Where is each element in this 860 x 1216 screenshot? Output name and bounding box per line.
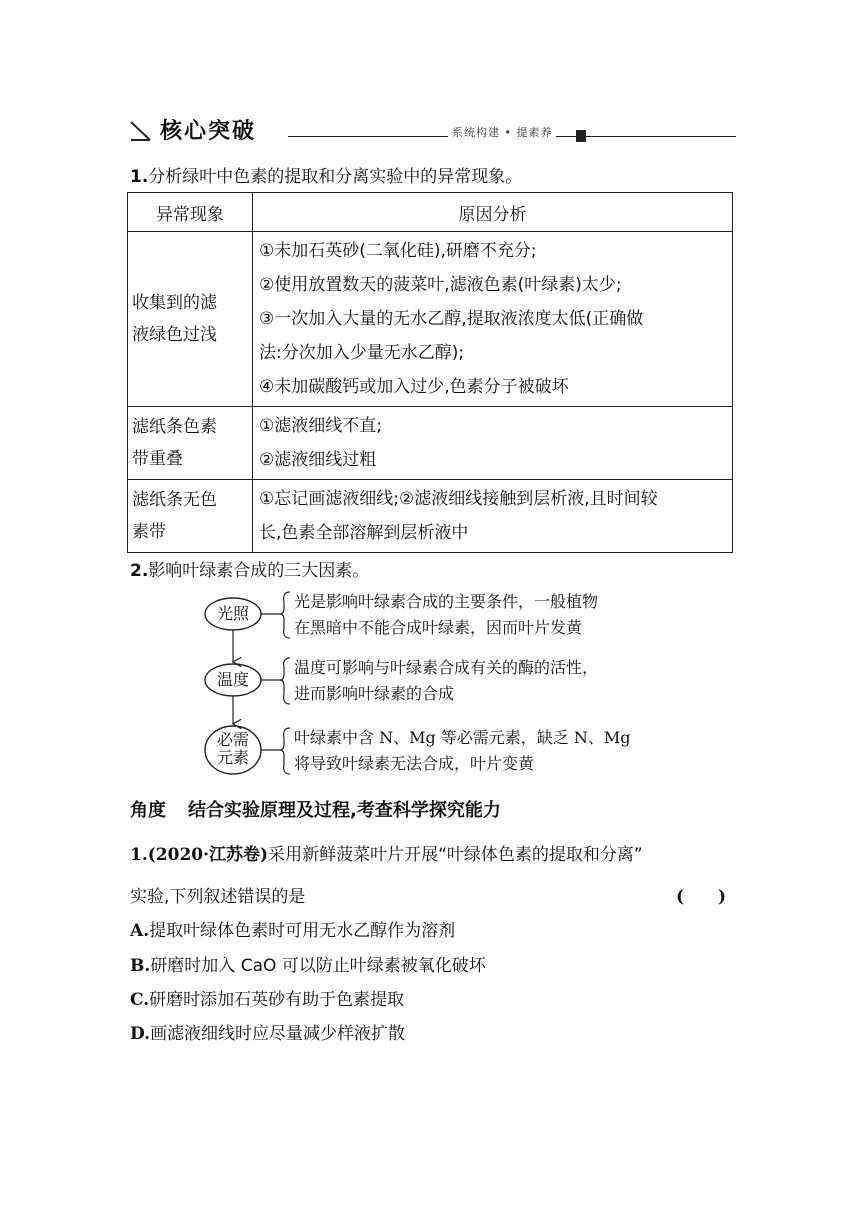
node-temperature: 温度	[216, 670, 249, 689]
angle-label: 角度	[130, 800, 166, 821]
section-header	[128, 112, 584, 148]
question-stem-line2: 实验,下列叙述错误的是	[130, 887, 306, 907]
point1-text: 分析绿叶中色素的提取和分离实验中的异常现象。	[148, 167, 523, 187]
section-tag: 系统构建 • 提素养	[448, 124, 556, 140]
node-elements-line: 元素	[216, 748, 249, 767]
option-text: 研磨时添加石英砂有助于色素提取	[149, 990, 405, 1010]
question-stem: 采用新鲜菠菜叶片开展“叶绿体色素的提取和分离”	[268, 845, 643, 865]
cause-line: ①滤液细线不直;	[259, 416, 382, 436]
cause-line: ④未加碳酸钙或加入过少,色素分子被破坏	[259, 377, 569, 397]
section-end-marker	[576, 130, 586, 142]
option-text: 研磨时加入 CaO 可以防止叶绿素被氧化破坏	[150, 956, 486, 976]
desc-line: 光是影响叶绿素合成的主要条件，一般植物	[294, 592, 599, 611]
option-c[interactable]	[130, 985, 404, 1010]
option-a[interactable]	[130, 916, 455, 941]
table-row	[128, 407, 733, 480]
desc-elements	[294, 725, 631, 777]
cause-cell	[253, 407, 733, 480]
cause-line: ①忘记画滤液细线;②滤液细线接触到层析液,且时间较	[259, 489, 658, 509]
table-header-row	[128, 193, 733, 232]
phenomenon-cell	[128, 480, 253, 553]
table-row	[128, 232, 733, 407]
cause-line: ③一次加入大量的无水乙醇,提取液浓度太低(正确做	[259, 309, 644, 329]
desc-line: 进而影响叶绿素的合成	[294, 684, 455, 703]
desc-line: 温度可影响与叶绿素合成有关的酶的活性，	[294, 658, 599, 677]
desc-temperature	[294, 655, 598, 707]
question-source: (2020·江苏卷)	[147, 845, 269, 865]
option-b[interactable]	[130, 951, 486, 976]
option-letter: B.	[130, 956, 151, 976]
header-phenomenon: 异常现象	[128, 193, 253, 232]
cause-line: ②使用放置数天的菠菜叶,滤液色素(叶绿素)太少;	[259, 275, 622, 295]
node-light: 光照	[216, 604, 249, 623]
slash-icon	[128, 118, 154, 144]
option-d[interactable]	[130, 1019, 405, 1044]
phenomenon-line: 素带	[132, 522, 166, 542]
point2-heading	[130, 556, 369, 581]
phenomenon-line: 滤纸条色素	[132, 417, 217, 437]
desc-line: 在黑暗中不能合成叶绿素，因而叶片发黄	[294, 618, 583, 637]
brace	[280, 592, 290, 638]
desc-light	[294, 589, 598, 641]
section-title: 核心突破	[160, 119, 257, 144]
phenomenon-line: 滤纸条无色	[132, 490, 217, 510]
point2-text: 影响叶绿素合成的三大因素。	[148, 561, 370, 581]
phenomenon-line: 液绿色过浅	[132, 325, 217, 345]
header-cause: 原因分析	[253, 193, 733, 232]
cause-line: ②滤液细线过粗	[259, 450, 377, 470]
option-letter: D.	[130, 1024, 151, 1044]
option-letter: A.	[130, 921, 150, 941]
cause-line: 法:分次加入少量无水乙醇);	[259, 343, 465, 363]
angle-text: 结合实验原理及过程,考查科学探究能力	[188, 800, 501, 821]
phenomenon-cell	[128, 407, 253, 480]
option-letter: C.	[130, 990, 150, 1010]
answer-paren: ( )	[676, 887, 727, 907]
node-elements	[205, 731, 261, 767]
cause-line: ①未加石英砂(二氧化硅),研磨不充分;	[259, 241, 537, 261]
cause-cell	[253, 480, 733, 553]
question-num: 1.	[130, 845, 148, 865]
point1-heading	[130, 162, 522, 187]
angle-heading	[130, 796, 501, 822]
point1-num: 1.	[130, 167, 149, 187]
desc-line: 叶绿素中含 N、Mg 等必需元素，缺乏 N、Mg	[294, 728, 631, 747]
question-stem-line1	[130, 840, 643, 865]
brace	[280, 658, 290, 704]
option-text: 提取叶绿体色素时可用无水乙醇作为溶剂	[149, 921, 456, 941]
phenomenon-cell	[128, 232, 253, 407]
anomaly-table	[127, 192, 733, 553]
point2-num: 2.	[130, 561, 149, 581]
factors-diagram	[196, 588, 676, 788]
desc-line: 将导致叶绿素无法合成，叶片变黄	[294, 754, 535, 773]
cause-line: 长,色素全部溶解到层析液中	[259, 523, 469, 543]
node-elements-line: 必需	[216, 730, 249, 749]
brace	[280, 728, 290, 774]
phenomenon-line: 带重叠	[132, 449, 183, 469]
option-text: 画滤液细线时应尽量减少样液扩散	[150, 1024, 406, 1044]
table-row	[128, 480, 733, 553]
phenomenon-line: 收集到的滤	[132, 293, 217, 313]
cause-cell	[253, 232, 733, 407]
